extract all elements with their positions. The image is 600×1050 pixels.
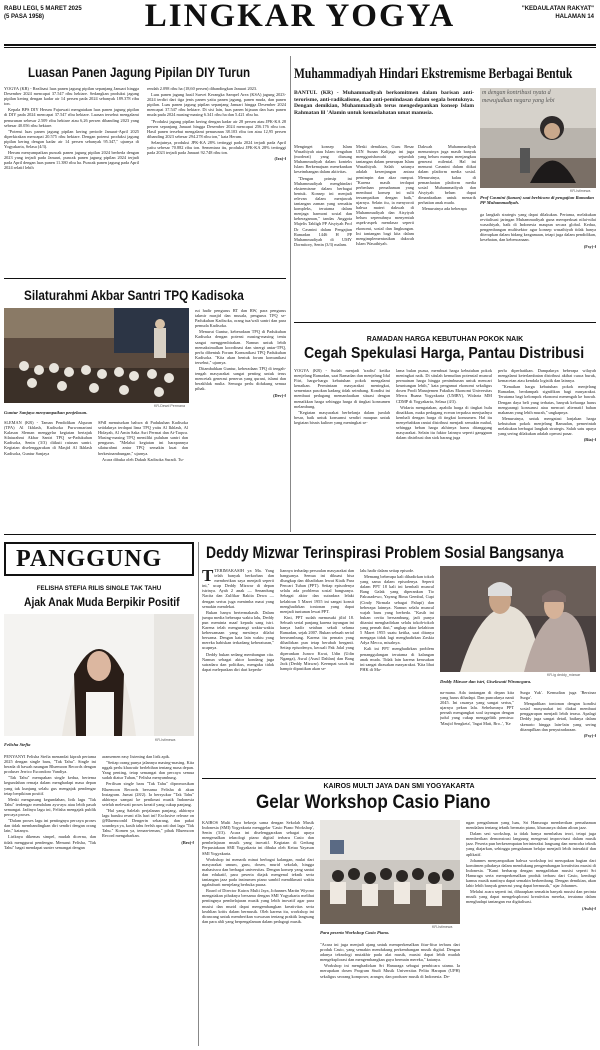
article-luasan-panen xyxy=(4,52,286,272)
casio-col-3 xyxy=(466,820,596,1042)
masthead-page: HALAMAN 14 xyxy=(555,14,594,20)
panggung-title: PANGGUNG xyxy=(16,546,163,572)
deddy-p9: na-mana. Ada tantangan di depan kita yang harus dihadapi. Dan puncaknya nanti 2045. Ini rasanya yang sangat serius," ujarnya pekan lalu. Sebelumnya PPT pernah mengangkat soal tayangan dengan judul yang cukup menggelitik pemirsa: 'Masjid Sengketa', 'Ingat Mati, Bro..', 'Ke xyxy=(440,690,514,726)
luasan-p7: "Produksi jagung pipilan kering dengan kadar air 28 persen atau JPK-KA 28 persen sepanjang Januari hingga Desember 2024 mencapai 256.176 ribu ton. Hasil panen tersebut mengalami penurunan 38.103 ribu ton atau 12,95 persen dibanding 2023 sebesar 294.278 ribu ton," kata Herum. xyxy=(147,118,286,139)
cegah-sig: (Ria)-f xyxy=(583,437,596,443)
silat-p3: Acara dibuka oleh Dukuh Kadisoka Suradi. Tu- xyxy=(102,456,184,462)
silat-p2: SPdI menuturkan bahwa di Padukuhan Kadisoka setidaknya terdapat lima TPQ yaitu Al Ikhlash, Al Hidayah, Al Amin Saka Asri Permai dan At-Taqwa. Masing-masing TPQ memiliki puluhan santri dan pengurus. "Melalui kegiatan ini harapannya silaturahmi antar TPQ semakin kuat dan berkesinambungan," ujarnya. xyxy=(98,420,188,456)
muhammadiyah-col-c xyxy=(418,144,476,312)
cegah-p6: "Kenaikan harga kebutuhan pokok menjelang Ramadan, berdampak signifikan bagi masyarakat. Terutama bagi kelompok ekonomi menengah ke bawah. Dengan daya beli yang terbatas, banyak keluarga harus mengurangi konsumsi atau mencari alternatif bahan makanan yang lebih murah," ungkapnya. xyxy=(498,384,596,415)
luasan-p8: Selanjutnya, produksi JPK-KA 28% tertinggi pada 2024 terjadi pada April yaitu sebesar 70.882 ribu ton. Sementara itu, produksi JPK-KA 28% tertinggi pada 2023 terjadi pada Januari 92.748 ribu ton. xyxy=(147,139,286,156)
masthead-rule-thin xyxy=(4,47,596,48)
photo-quote-1: m dengan kontribusi nyata d xyxy=(482,90,551,96)
deddy-p3: Deddy bukan sedang membangun cita. Namun sebagai aktor kondang juga sutradara dan politikus, mengaku tidak dapat melepaskan diri dari kepedu- xyxy=(202,651,274,672)
deddy-p6: lalu hadir dalam setiap episode. xyxy=(360,568,415,573)
masthead-motto: "KEDAULATAN RAKYAT" xyxy=(521,6,594,12)
cegah-col-2 xyxy=(396,368,492,528)
headline-cegah: Cegah Spekulasi Harga, Pantau Distribusi xyxy=(304,345,585,362)
headline-deddy: Deddy Mizwar Terinspirasi Problem Sosial Bangsanya xyxy=(206,543,564,562)
deddy-col-2 xyxy=(280,568,354,776)
deddy-p5: Kini, PPT sudah memasuki jilid 18. Sebuah serial panjang karena tayangan ini hanya hadir setahun sekali selama Ramadan, sejak 2007. Bukan sebuah serial berseambung. Karena itu pemain yang dihadirkan pun tetap berubah berganti. Setiap episodenya, kecuali Pak Jalal yang diperankan Junwo Kwat, Udin (Udin Nganga), Asrul (Asrul Dahlan) dan Bang Jack (Deddy Mizwar). Keempat sosok ini hampir dipastikan akan se- xyxy=(280,614,354,671)
deddy-p1-text: TERIMAKASIH ya Ma. Yang telah banyak berkorban dan memberikan saya menjadi seperti ini," ucap Deddy Mizwar di depan istrinya. Ayah 2 anak — Senandung Nacita dan Zulfikar Rakita Dewa — dengan serius juga menimba maut yang semakin mendekat. xyxy=(202,568,274,609)
kicker-cegah: RAMADAN HARGA KEBUTUHAN POKOK NAIK xyxy=(366,336,524,343)
divider-art3 xyxy=(294,322,596,323)
cegah-p4: Widarta mengatakan, apabila harga di tingkat hulu dinaikkan, maka pedagang eceran terpaksa menjualnya kembali dengan harga di tingkat konsumen. Hal itu menyebabkan rantai distribusi menjadi semakin mahal, sehingga beban harga akhirnya harus ditanggung masyarakat. Selain itu faktor lainnya seperti gangguan dalam distribusi dan stok barang juga xyxy=(396,404,492,441)
kicker-casio: KAIROS MULTI JAYA DAN SMI YOGYAKARTA xyxy=(323,783,475,790)
deddy-sig: (Fsy)-f xyxy=(583,732,596,738)
casio-p5: Workshop ini menghadirkan Sri Hanuraga sebagai pembicara utama. Ia merupakan dosen Program Studi Musik Universitas Pelita Harapan (UPH) sekaligus seorang komposer, aranger, dan produser musik di Indonesia. De- xyxy=(320,963,460,979)
cegah-p1: YOGYA (KR) - Sudah menjadi 'tradisi' ketika menjelang Ramadan, saat Ramadan dan menjelang Idul Fitri, harga-harga kebutuhan pokok mengalami kenaikan. Permintaan masyarakat meningkat, sementara pasokan kadang tidak seimbang. Kondisi ini membuat pedagang memanfaatkan situasi dengan menaikkan harga sehingga harga di tingkat konsumen melambung. xyxy=(294,368,390,409)
silaturahmi-col-2 xyxy=(98,420,188,532)
deddy-col-4 xyxy=(440,690,514,776)
deddy-col-5 xyxy=(520,690,596,776)
silat-p4: rut hadir pengurus RT dan RW, para pengurus takmir masjid dan musala, pengurus TPQ se-Padukuhan Kadisoka, orang tua/wali santri dan para pemuda Kadisoka. xyxy=(195,308,286,329)
pang-p5: Liriknya dikemas simpel, mudah dicerna, dan tidak menggurui pendengar. Menurut Felisha, "Tak Tahu" bagai mendapat sunter semangat dengan xyxy=(4,834,96,850)
deddy-p7: Memang beberapa kali dihadirkan tokoh yang sama dalam episodenya. Seperti dalam PPT 18 kali ini kembali muncul Bang Galak yang diperankan Tio Pakusadewo, Yayang Bima Gembul, Cupi (Cindy Nirmala sebagai Palupi) dan beberapa lainnya. Namun selalu muncul wajah baru yang berbeda. "Kasih ini bukan cerita bersambung, jadi punya ditantai menghadirkan selalu tokoh-tokoh yang pernah ikut," ungkap aktor kelahiran 5 Maret 1955 suatu ketika, saat ditanya mengapa tidak lagi menghadirkan Zaskia Adya Mecca, misalnya. xyxy=(360,574,434,646)
photo-deddy-mizwar xyxy=(440,566,596,672)
headline-casio: Gelar Workshop Casio Piano xyxy=(256,792,491,813)
vertical-divider-bottom xyxy=(198,542,199,1046)
deddy-p8: Kali ini PPT menghadirkan problem penanggulangan terutama di kalangan anak muda. Tidak lain karena kerusakan ini sangat dirasakan masyarakat. 'Kita lihat PHK di Ma- xyxy=(360,646,434,672)
muhammadiyah-col-a xyxy=(294,144,352,312)
muhammadiyah-col-d xyxy=(480,212,596,312)
credit-deddy: KR-ig deddy_mizwar xyxy=(547,673,581,677)
muhammadiyah-col-b xyxy=(356,144,414,312)
silaturahmi-col-1 xyxy=(4,420,92,532)
panggung-box xyxy=(4,542,194,576)
cegah-col-1 xyxy=(294,368,390,528)
deddy-col-1 xyxy=(202,568,274,776)
pang-p6: aransemen easy listening dan lirik apik. xyxy=(102,754,171,759)
luasan-p2: Kepala BPS DIY Herum Fajarwati mengatakan luas panen jagung pipilan di DIY pada 2024 mencapai 37.547 ribu hektare. Luasan tersebut mengalami penurunan sebesar 2.509 ribu hektare atau 6,26 persen dibanding 2023 yang sebesar 40.056 ribu hektare. xyxy=(4,107,139,128)
pang-p3: Meski mengusung kegundahan, lirik lagu "Tak Tahu" terdengar mendalam ayu-ayu atau lebih pasah semangat. Jadinya lagu ini, Felisha mengajak publik percaya proses. xyxy=(4,796,96,818)
caption-santri: Guntur Sanjaya menyampaikan penjelasan. xyxy=(4,410,88,415)
casio-p7: Dalam sesi workshop, ia tidak hanya membahas teori, tetapi juga memberikan demonstrasi langsung mengenai improvisasi dalam musik jazz. Peserta pun berkesempatan berinteraksi langsung dan mencoba teknik yang diajarkan, sehingga pengalaman belajar menjadi lebih interaktif dan aplikatif. xyxy=(466,831,596,857)
dropcap-t: T xyxy=(202,568,214,585)
muh-sig: (Fsy)-f xyxy=(583,243,596,249)
casio-p1: KAIROS Multi Jaya bekerja sama dengan Sekolah Musik Indonesia (SMI) Yogyakarta menggelar 'Casio Piano Workshop', Senin (3/3). Acara ini diselenggarakan sebagai upaya mengenalkan teknologi piano digital terbaru Casio dan pembelajaran musik yang inovatif. Kegiatan di Gedung Perpustakaan SMI Yogyakarta ini dibuka oleh Ketua Yayasan SMI Yogyakarta. xyxy=(202,820,314,856)
panggung-headline: Ajak Anak Muda Berpikir Positif xyxy=(24,595,180,609)
article-silaturahmi xyxy=(4,282,286,532)
casio-p4: "Acara ini juga menjadi ajang untuk memperkenalkan fitur-fitur terbaru dari produk Casio, yang semakin mendukung perkembangan musik digital. Dengan adanya teknologi mutakhir pada alat musik, musisi dapat lebih mudah mengeksplorasi dan mengembangkan gaya bermain mereka," katanya. xyxy=(320,942,460,963)
cegah-p2: "Kegiatan masyarakat berbelanja dalam jumlah besar, baik untuk konsumsi sendiri maupun untuk kegiatan bisnis kuliner yang meningkat se- xyxy=(294,409,390,425)
casio-sig: (Awh)-f xyxy=(581,905,596,911)
panggung-col-1 xyxy=(4,754,96,1044)
photo-quote-2: mewujudkan negara yang lebi xyxy=(482,98,555,104)
luasan-sig: (Ira)-f xyxy=(274,156,286,162)
credit-santri: KR-Dewd Permana xyxy=(154,404,185,408)
caption-casmini: Prof Casmini (kanan) saat berbicara di pengajian Ramadan PP Muhammadiyah. xyxy=(480,195,594,206)
masthead-title: LINGKAR YOGYA xyxy=(144,0,456,34)
deddy-p4: liannya terhadap persoalan masyarakat dan bangsanya. Semua ini dikuasi bisa dlungkap dan dihadirkan lewat Kiaik Para Pencari Tuhan (PPT). Setiap episodenya selalu ada problema sosial bangsanya. Sebagai aktor dan sutradara lelaki kelahiran 5 Maret 1955 ini sangat konsit menghadirkan tontonan yang dapat menjadi tuntunan lewat PPT. xyxy=(280,568,354,614)
masthead xyxy=(0,0,600,50)
casio-p3: Board of Director Kairos Multi Jaya, Johannes Martin Wiyono mengatakan pihaknya bersama dengan SMI Yogyakarta melihat pentingnya pembelajaran musik yang lebih inovatif agar para musisi dan murid dapat mengembangkan kreativitas serta keahlian kritis dalam bermusik. Oleh karena itu, workshop ini dirancang untuk memberikan wawasan tentang praktik langsung dan para ahli yang berpengalaman dalam pedagogi musik. xyxy=(202,888,314,924)
muhammadiyah-lead xyxy=(294,90,474,140)
pang-p1: PENYANYI Felisha Stefia menandai kiprah pertama 2025 dengan single baru, "Tak Tahu". Single ini berada di bawah naungan Bluemoon Records dengan produser Jerrico Escondoro Vandiya. xyxy=(4,754,96,775)
cegah-p7: Menurutnya, untuk mengatasi lonjakan harga kebutuhan pokok menjelang Ramadan, pemerintah melakukan berbagai langkah strategis. Salah satu upaya yang sering dilakukan adalah operasi pasar. xyxy=(498,415,596,437)
article-muhammadiyah xyxy=(294,52,596,322)
cegah-col-3 xyxy=(498,368,596,528)
headline-muhammadiyah: Muhammadiyah Hindari Ekstremisme Berbagai Bentuk xyxy=(294,66,573,82)
photo-felisha xyxy=(4,614,194,736)
luasan-p5: rendah 2.098 ribu ha (18,60 persen) dibandingkan Januari 2023. xyxy=(147,86,258,91)
muh-p1: BANTUL (KR) - Muhammadiyah berkomitmen dalam barisan anti-terorisme, anti-radikalisme, dan anti-pemindasan dalam segala bentuknya. Dengan demikian, Muhammadiyah terus mengedepankan konsep Islam Rahmatan lil 'Alamin untuk kemaslahatan umat manusia. xyxy=(294,90,474,116)
pang-p2: "Tak Tahu" merupakan single kedua, bertema kegundahan remaja dalam menghadapi masa depan yang tak kunjung selalu gus mengajak pendengar tetap berpikiran positif. xyxy=(4,775,96,796)
masthead-rule xyxy=(4,44,596,46)
casio-col-1 xyxy=(202,820,314,1042)
masthead-year: (5 PASA 1958) xyxy=(4,14,45,20)
pang-p7: "Setiap orang punya jalannya masing-masing. Kita nggak perlu khawatir berlebihan tentang masa depan. Yang penting, tetap semangat dan percaya semua sudah diatur Tuhan," Felisha menyambung. xyxy=(102,760,194,781)
cegah-p3: lama bulan puasa, membuat harga kebutuhan pokok meningkat naik. Di situlah kemudian potensial muncul permainan harga hingga penimbunan untuk mencari keuntungan lebih," kata pengamat ekonomi sekaligus dosen Prodi Manajemen Fakultas Ekonomi Universitas Mercu Buana Yogyakarta (UMBY), Widarta MM CDMP di Yogyakarta, Selasa (4/3). xyxy=(396,368,492,404)
panggung-col-2 xyxy=(102,754,194,1044)
cegah-p5: perlu diperhatikan. Dampaknya beberapa wilayah mengalami keterlambatan distribusi akibat cuaca buruk, kemacetan atau kendala logistik dan lainnya. xyxy=(498,368,596,384)
luasan-p3: "Potensi luas panen jagung pipilan kering periode Januari-April 2025 diperkirakan mencapai 20.575 ribu hektare. Dengan potensi produksi jagung pipilan kering dengan kadar air 14 persen sebanyak 95.347," ujarnya di Yogyakarta, Selasa (4/3). xyxy=(4,128,139,150)
deddy-col-3 xyxy=(360,568,434,776)
luasan-p4: Herum menyampaikan puncak panen jagung pipilan 2024 berbeda dengan 2023 yang terjadi pada Januari, puncak panen jagung pipilan 2024 terjadi pada April dengan luas panen 11.380 ribu ha. Puncak panen jagung pada April 2024 relatif lebih xyxy=(4,150,139,171)
muh-p5: Dakwah Muhammadiyah menurutnya juga masih banyak yang belum mampu menjangkau generasi milenial. Hal ini menurut Casmini dalam diikat dalam platform media sosial. Menurutnya, kalau di pemanfaatan platform media sosial Muhammadiyah dan Aisyiyah belum dapat dimanfaatkan untuk menarik perhatian anak muda. xyxy=(418,144,476,206)
silat-sig: (Dev)-f xyxy=(273,392,286,398)
masthead-date: RABU LEGI, 5 MARET 2025 xyxy=(4,6,82,12)
deddy-p2: Bukan hanya bertermakasih. Dalam jumpa media beberapa waktu lalu, Deddy pun meminta maaf kepada sang istri. Karena telah mengurangi waktu-waktu kebersamaan yang mestinya dilalui bersama. Dengan kata lain waktu yang mereka habiskan terkadang keberaturan," ucapnya. xyxy=(202,609,274,651)
pang-p8: Perilisan single baru "Tak Tahu" dipromosikan Bluemoon Records bersama Felisha di akun Instagram. Jumat (28/2). Ia bersyukur "Tak Tahu" akhirnya sampai ke penikmat musik Indonesia setelah melewati proses kreatif yang cukup panjang. xyxy=(102,781,194,807)
casio-p6: ngan pengalaman yang luas, Sri Hanuraga memberikan pemahaman mendalam tentang teknik bermain piano, khususnya dalam aliran jazz. xyxy=(466,820,596,831)
muh-p7: ga langkah strategis yang dapat dilakukan. Pertama, melakukan revitalisasi jaringan Muhammadiyah guna memperkuat nilai-nilai wasathiyah, baik di Indonesia maupun secara global. Kedua, pengembangan multisektor agar konsep wasathiyah tidak hanya diterapkan dalam bidang keagamaan, tetapi juga dalam pendidikan, kesehatan, dan kebencanaan. xyxy=(480,212,596,243)
luasan-p6: Luas panen jagung hasil Survei Kerangka Sampel Area (KSA) jagung 2023-2024 terdiri dari tiga jenis panen yaitu panen jagung, panen muda, dan panen pipilan. Luas panen jagung pipilan sepanjang Januari hingga Desember 2024 mencapai 37.547 ribu hektare. Di sisi lain, luas panen hijauan dan luas panen muda pada 2024 masing-masing 6.341 ribu ha dan 5.421 ribu ha. xyxy=(147,92,286,118)
casio-col-2 xyxy=(320,942,460,1042)
deddy-p10: Surga Yuk'. Kemudian juga 'Bersinar Surga'. xyxy=(520,690,596,701)
muh-p6: Menurutnya ada beberapa xyxy=(422,206,467,212)
deddy-p11: Mengadikan tontonan dengan kondisi sosial masyarakat ini diakui membuat penggarapan menjadi lebih terasa. Apalagi Deddy juga sangat detail, baiknya dalam skenario hingga lain-lain yang sering ditampilkan dan penyutradaraan. xyxy=(520,701,596,732)
deddy-p1 xyxy=(202,568,274,609)
article-casio-piano xyxy=(202,780,596,1046)
divider-art1 xyxy=(4,278,286,279)
muh-p2: Menginget konsep Islam Wasathiyah atau Islam tengahan (moderat) yang diusung Muhammadiyah dalam konteks Islam Berkemajuan menekankan keseimbangan dalam aktivitas. xyxy=(294,144,352,175)
photo-casio-workshop xyxy=(320,820,460,924)
silaturahmi-col-3 xyxy=(195,308,286,532)
article-deddy-mizwar xyxy=(202,536,596,776)
credit-casmini: KR-Istimewa xyxy=(570,189,591,193)
caption-deddy: Deddy Mizwar dan istri, Giselawati Wirancgara. xyxy=(440,679,532,684)
pang-sig: (Bro)-f xyxy=(181,839,194,845)
vertical-divider xyxy=(290,56,291,532)
muh-p4: Meski demikian, Guru Besar UIN Sunan Kalijaga ini juga menggarisbawahi sejumlah tantangan dalam penerapan Islam Wasathiyah. Salah satunya adalah kesenjangan antara pemimpin dan akar rumput. "Karena masih terdapat perbedaan pemahaman yang membuat konsep ini sulit tersampaikan dengan baik," ujarnya. Selain itu, ia menyoroti bahwa materi dakwah di Muhammadiyah dan Aisyiyah belum sepenuhnya menyentuh aspek-aspek mendasar seperti ekonomi, sosial dan lingkungan. Ini tantangan bagi kita dalam mengimplementasikan dakwah Islam Wasathiyah. xyxy=(356,144,414,246)
luasan-col-2 xyxy=(147,86,286,272)
casio-p9: Melalui acara seperti ini, diharapkan semakin banyak musisi dan pecinta musik yang dapat mengeksplorasi kreativitas mereka, terutama dalam menghadapi tantangan era digitalisasi. xyxy=(466,889,596,905)
pang-p4: "Dalam proses lagu ini pentingnya percaya proses dan tidak membandingkan diri sendiri dengan orang lain," katanya. xyxy=(4,818,96,834)
pang-p9: "Hal yang Salelah perjalanan panjang, akhirnya lagu baruku resmi rilis hari ini! Exclusive release on @Bluemoonld Dengerin sekarang, dan pakai soundnya ya, kasih tahu feelsh apa arti dari lagu "Tak Tahu." Komen ya, teman-teman," pihak Bluemoon Record mengabarkan. xyxy=(102,807,194,839)
luasan-p1: YOGYA (KR) - Realisasi luas panen jagung pipilan sepanjang Januari hingga Desember 2024 mencapai 37.547 ribu hektare. Sedangkan produksi jagung pipilan kering dengan kadar air 14 persen pada 2024 sebanyak 189.378 ribu ton. xyxy=(4,86,139,107)
headline-silaturahmi: Silaturahmi Akbar Santri TPQ Kadisoka xyxy=(24,287,244,303)
headline-luasan-panen: Luasan Panen Jagung Pipilan DIY Turun xyxy=(28,65,251,80)
divider-art5 xyxy=(202,778,596,779)
credit-casio: KR-Istimewa xyxy=(432,925,453,929)
silat-p5: Menurut Guntur, keberadaan TPQ di Padukuhan Kadisoka dengan potensi masing-masing tentu sangat menggembirakan. Namun untuk lebih memaksimalkan koordinasi dan sinergi antar-TPQ, perlu dibentuk Forum Komunikasi TPQ Padukuhan Kadisoka. "Kita akan bentuk forum komunikasi tersebut," ujarnya. xyxy=(195,329,286,365)
casio-p2: Workshop ini menarik minat berbagai kalangan, mulai dari masyarakat umum, guru, dosen, murid sekolah, hingga mahasiswa dan berbagai universitas. Dengan konsep yang santai dan edukatif, para peserta diajak mengenal teknik serta tantangan jazz pada instrumen piano sambil mendikmati waktu ngabuburit menjelang berbuka puasa. xyxy=(202,856,314,888)
panggung-kicker: FELISHA STEFIA RILIS SINGLE TAK TAHU xyxy=(36,585,162,592)
casio-p8: Johannes menyampaikan bahwa workshop ini merupakan bagian dari komitmen pihaknya dalam mendukung pengembangan kreativitas musisi di Indonesia. "Kami berharap dengan mengadirkan musisi seperti Sri Hanuraga serta memperkenalkan produk terbaru dari Casio, kembagi kamus musik nantinya dapat semakin berkembang. Dengan demikian, akan lahir lebih banyak generasi yang dapat bermusik," ujar Johannes. xyxy=(466,857,596,889)
silat-p6: Ditambahkan Guntur, keberadaan TPQ di tengah-tengah masyarakat sangat penting untuk terus mencetak generasi penerus yang qurani, islami dan berakhlak mulia. Semoga perlu didukung semua pihak. xyxy=(195,366,286,392)
muh-p3: "Dengan prinsip ini Muhammadiyah menghindari ekstremisme dalam berbagai bentuk. Konsep ini menjadi relevan dalam menjawab tantangan zaman yang semakin kompleks, terutama dalam menjaga harmoni sosial dan keberagaman," tandas Anggota Majelis Tabligh PP Aisyiyah Prof Dr Casmini dalam Pengajian Ramadan 1446 H PP Muhammadiyah di UMY Dormitory, Senin (3/3) malam. xyxy=(294,175,352,247)
article-cegah-spekulasi xyxy=(294,326,596,532)
caption-casio: Para peserta Workshop Casio Piano. xyxy=(320,930,390,935)
photo-santri-tpq xyxy=(4,308,189,403)
credit-felisha: KR-Istimewa xyxy=(155,738,176,742)
caption-felisha: Felisha Stefia xyxy=(4,742,31,747)
luasan-col-1 xyxy=(4,86,139,272)
silat-p1: SLEMAN (KR) - Taman Pendidikan Alquran (TPA) Al Ikhlash, Kadisoka Purwomartani Kalasan Sleman menggelar kegiatan bertajuk Silaturahmi Akbar Santri TPQ se-Padukuhan Kadisoka, Senin (3/3) diikuti ratusan santri. Kegiatan diselenggarakan di Masjid Al Ikhlash Kadisoka, Guntur Sanjaya xyxy=(4,420,92,456)
